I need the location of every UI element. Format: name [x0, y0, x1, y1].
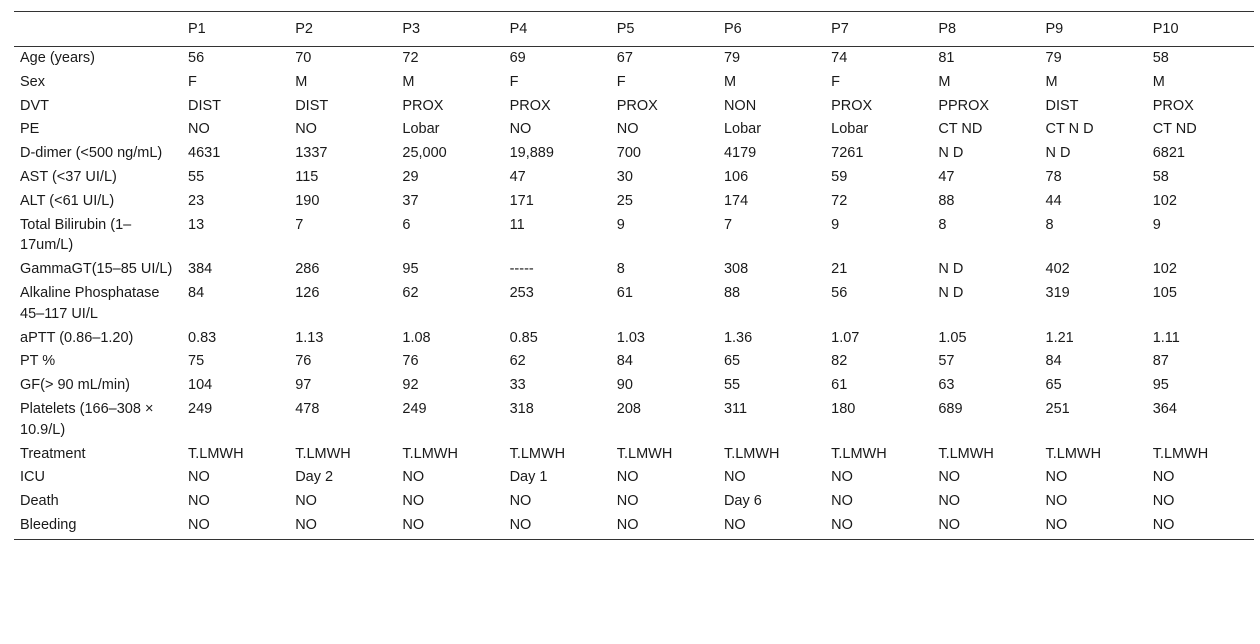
table-cell-p9: CT N D	[1045, 121, 1094, 138]
table-cell-p5: NO	[616, 493, 639, 510]
table-cell-p8: NO	[932, 512, 1039, 539]
table-cell-p2: T.LMWH	[295, 445, 351, 462]
table-cell-p2: 190	[295, 192, 320, 209]
table-cell-p8: 81	[938, 50, 955, 66]
table-cell-p7: 61	[831, 377, 848, 394]
table-cell-p7: NO	[831, 469, 853, 486]
table-cell-p1: 13	[188, 216, 205, 233]
row-label: Alkaline Phosphatase 45–117 UI/L	[20, 284, 160, 322]
table-cell-p5: 208	[616, 400, 641, 417]
table-cell-p9: NO	[1045, 469, 1068, 486]
table-row	[14, 441, 1254, 465]
table-cell-p1: F	[188, 73, 197, 90]
table-cell-p5: 67	[616, 50, 633, 66]
patient-data-table	[14, 11, 1254, 540]
table-cell-p10: 95	[1152, 377, 1169, 394]
table-cell-p1: 4631	[188, 145, 221, 162]
table-row	[14, 488, 1254, 512]
table-cell-p2: NO	[289, 512, 396, 539]
table-cell-p6: NON	[723, 97, 757, 114]
table-cell-p1: 55	[188, 168, 205, 185]
table-cell-p3: 72	[402, 50, 419, 66]
table-cell-p2: 115	[295, 168, 319, 185]
table-cell-p1: 249	[188, 400, 213, 417]
table-container	[14, 11, 1254, 540]
table-cell-p8: N D	[938, 145, 964, 162]
table-cell-p7: F	[831, 73, 840, 90]
table-cell-p8: N D	[938, 284, 964, 301]
table-cell-p7: 72	[831, 192, 848, 209]
table-cell-p2: 97	[295, 377, 312, 394]
table-cell-p8: N D	[938, 261, 964, 278]
table-row	[14, 348, 1254, 372]
table-cell-p9: T.LMWH	[1045, 445, 1102, 462]
table-cell-p1: NO	[188, 121, 210, 138]
table-cell-p1: 56	[188, 50, 205, 66]
table-cell-p4: F	[509, 73, 519, 90]
column-header-p7: P7	[825, 12, 932, 47]
table-cell-p6: 1.36	[723, 329, 753, 346]
table-cell-p5: F	[616, 73, 626, 90]
table-cell-p8: 1.05	[938, 329, 967, 346]
row-label: GammaGT(15–85 UI/L)	[20, 261, 173, 278]
table-cell-p8: CT ND	[938, 121, 983, 138]
table-cell-p10: NO	[1147, 512, 1254, 539]
table-row	[14, 93, 1254, 117]
table-cell-p3: 249	[402, 400, 427, 417]
table-cell-p5: NO	[611, 512, 718, 539]
column-header-p2: P2	[289, 12, 396, 47]
row-label: GF(> 90 mL/min)	[20, 377, 130, 394]
table-row	[14, 372, 1254, 396]
table-cell-p1: DIST	[188, 97, 222, 114]
table-cell-p1: T.LMWH	[188, 445, 244, 462]
table-row	[14, 164, 1254, 188]
table-cell-p6: NO	[723, 469, 746, 486]
column-header-p10: P10	[1147, 12, 1254, 47]
table-cell-p7: NO	[831, 493, 853, 510]
table-cell-p3: PROX	[402, 97, 444, 114]
table-cell-p6: 106	[723, 168, 749, 185]
table-cell-p10: 6821	[1152, 145, 1185, 162]
table-cell-p7: 180	[831, 400, 856, 417]
table-cell-p9: 251	[1045, 400, 1070, 417]
table-cell-p6: 7	[723, 216, 733, 233]
table-cell-p8: 8	[938, 216, 947, 233]
row-label: Total Bilirubin (1–17um/L)	[20, 216, 132, 254]
table-cell-p5: 61	[616, 284, 633, 301]
table-cell-p10: CT ND	[1152, 121, 1197, 138]
table-cell-p2: 7	[295, 216, 304, 233]
table-cell-p7: T.LMWH	[831, 445, 887, 462]
table-cell-p9: NO	[1045, 493, 1068, 510]
table-cell-p7: 56	[831, 284, 848, 301]
table-cell-p4: 0.85	[509, 329, 538, 346]
table-cell-p9: 319	[1045, 284, 1070, 301]
table-cell-p3: 6	[402, 216, 411, 233]
table-cell-p3: NO	[396, 512, 503, 539]
table-cell-p4: 19,889	[509, 145, 554, 162]
table-cell-p2: NO	[295, 121, 317, 138]
column-header-p6: P6	[718, 12, 825, 47]
table-cell-p6: Lobar	[723, 121, 762, 138]
table-cell-p6: 174	[723, 192, 749, 209]
table-cell-p8: 88	[938, 192, 955, 209]
table-cell-p9: N D	[1045, 145, 1071, 162]
row-label: Treatment	[20, 445, 86, 462]
table-cell-p5: 9	[616, 216, 625, 233]
table-cell-p2: 1337	[295, 145, 328, 162]
table-row	[14, 212, 1254, 257]
table-cell-p5: 25	[616, 192, 633, 209]
table-cell-p9: 79	[1045, 50, 1062, 66]
table-cell-p5: 1.03	[616, 329, 645, 346]
row-label: aPTT (0.86–1.20)	[20, 329, 134, 346]
table-cell-p3: NO	[402, 469, 425, 486]
table-cell-p4: 11	[509, 216, 525, 233]
column-header-p4: P4	[504, 12, 611, 47]
table-cell-p7: Lobar	[831, 121, 869, 138]
table-cell-p4: 253	[509, 284, 534, 301]
table-cell-p2: Day 2	[295, 469, 334, 486]
column-header-p9: P9	[1040, 12, 1147, 47]
table-cell-p1: NO	[182, 512, 289, 539]
table-cell-p7: 74	[831, 50, 848, 66]
table-cell-p1: 23	[188, 192, 205, 209]
table-cell-p3: 25,000	[402, 145, 447, 162]
table-row	[14, 188, 1254, 212]
column-header-p3: P3	[396, 12, 503, 47]
table-cell-p9: 402	[1045, 261, 1070, 278]
table-cell-p9: 1.21	[1045, 329, 1074, 346]
table-cell-p2: 76	[295, 353, 312, 370]
table-row	[14, 256, 1254, 280]
row-label: PE	[20, 121, 40, 138]
table-cell-p2: 286	[295, 261, 320, 278]
table-cell-p5: 84	[616, 353, 633, 370]
table-cell-p3: 92	[402, 377, 419, 394]
table-cell-p4: PROX	[509, 97, 551, 114]
table-cell-p1: 104	[188, 377, 213, 394]
table-cell-p10: NO	[1152, 493, 1175, 510]
table-cell-p2: M	[295, 73, 308, 90]
table-cell-p10: 102	[1152, 192, 1177, 209]
table-row	[14, 464, 1254, 488]
row-label: DVT	[20, 97, 49, 114]
table-cell-p8: 689	[938, 400, 963, 417]
table-cell-p10: PROX	[1152, 97, 1194, 114]
table-header-row	[14, 12, 1254, 47]
table-cell-p5: 30	[616, 168, 633, 185]
table-cell-p2: 478	[295, 400, 320, 417]
table-cell-p5: 90	[616, 377, 633, 394]
column-header-p8: P8	[932, 12, 1039, 47]
table-cell-p8: T.LMWH	[938, 445, 994, 462]
table-cell-p6: T.LMWH	[723, 445, 780, 462]
row-label: Sex	[20, 73, 45, 90]
table-cell-p9: 44	[1045, 192, 1062, 209]
table-cell-p5: NO	[616, 469, 639, 486]
table-cell-p8: NO	[938, 469, 961, 486]
table-cell-p1: 84	[188, 284, 205, 301]
row-label: D-dimer (<500 ng/mL)	[20, 145, 163, 162]
table-cell-p6: 79	[723, 50, 741, 66]
table-cell-p2: NO	[295, 493, 317, 510]
table-cell-p2: 1.13	[295, 329, 324, 346]
table-cell-p3: Lobar	[402, 121, 440, 138]
table-cell-p8: 63	[938, 377, 955, 394]
table-cell-p9: 78	[1045, 168, 1062, 185]
table-cell-p7: 21	[831, 261, 848, 278]
table-cell-p8: PPROX	[938, 97, 990, 114]
table-cell-p9: M	[1045, 73, 1058, 90]
table-cell-p7: PROX	[831, 97, 873, 114]
table-cell-p4: 62	[509, 353, 526, 370]
table-cell-p10: 9	[1152, 216, 1161, 233]
table-cell-p6: 88	[723, 284, 741, 301]
row-label: AST (<37 UI/L)	[20, 168, 117, 185]
table-cell-p6: M	[723, 73, 737, 90]
table-row	[14, 116, 1254, 140]
table-cell-p10: 87	[1152, 353, 1169, 370]
table-cell-p9: DIST	[1045, 97, 1079, 114]
table-cell-p4: 47	[509, 168, 526, 185]
table-cell-p3: T.LMWH	[402, 445, 458, 462]
table-cell-p4: Day 1	[509, 469, 548, 486]
table-row	[14, 69, 1254, 93]
table-cell-p2: 126	[295, 284, 320, 301]
table-cell-p5: 8	[616, 261, 625, 278]
table-cell-p5: NO	[616, 121, 639, 138]
table-cell-p1: 75	[188, 353, 205, 370]
table-body	[14, 47, 1254, 540]
table-cell-p4: NO	[509, 493, 532, 510]
row-label: Death	[20, 493, 59, 510]
table-cell-p3: 62	[402, 284, 419, 301]
table-cell-p10: M	[1152, 73, 1165, 90]
table-cell-p4: NO	[509, 121, 532, 138]
table-cell-p7: 82	[831, 353, 848, 370]
row-label: ALT (<61 UI/L)	[20, 192, 115, 209]
table-cell-p7: 9	[831, 216, 840, 233]
table-cell-p10: 58	[1152, 50, 1169, 66]
table-cell-p10: 364	[1152, 400, 1177, 417]
table-cell-p5: PROX	[616, 97, 658, 114]
table-cell-p5: 700	[616, 145, 641, 162]
table-cell-p3: 1.08	[402, 329, 431, 346]
table-cell-p8: 57	[938, 353, 955, 370]
table-cell-p3: 37	[402, 192, 419, 209]
table-cell-p1: NO	[188, 493, 210, 510]
table-cell-p3: 76	[402, 353, 419, 370]
table-cell-p4: NO	[504, 512, 611, 539]
table-cell-p3: 29	[402, 168, 419, 185]
table-cell-p7: 59	[831, 168, 848, 185]
table-cell-p4: 33	[509, 377, 526, 394]
table-cell-p4: 318	[509, 400, 534, 417]
table-cell-p10: 105	[1152, 284, 1177, 301]
table-cell-p10: 102	[1152, 261, 1177, 278]
table-cell-p4: -----	[509, 261, 534, 278]
table-cell-p7: NO	[825, 512, 932, 539]
table-cell-p10: 1.11	[1152, 329, 1180, 346]
table-cell-p7: 7261	[831, 145, 864, 162]
column-header-p1: P1	[182, 12, 289, 47]
table-cell-p1: 384	[188, 261, 213, 278]
table-cell-p5: T.LMWH	[616, 445, 673, 462]
table-cell-p4: 69	[509, 50, 526, 66]
row-label: Bleeding	[14, 512, 182, 539]
table-cell-p3: NO	[402, 493, 425, 510]
row-label: Age (years)	[20, 50, 95, 66]
table-cell-p8: NO	[938, 493, 961, 510]
table-cell-p9: 8	[1045, 216, 1054, 233]
row-label: Platelets (166–308 × 10.9/L)	[20, 400, 154, 438]
table-cell-p6: 55	[723, 377, 741, 394]
table-cell-p8: M	[938, 73, 951, 90]
table-row	[14, 280, 1254, 325]
table-cell-p2: 70	[295, 50, 312, 66]
table-cell-p9: NO	[1040, 512, 1147, 539]
table-cell-p6: 311	[723, 400, 748, 417]
table-cell-p6: 4179	[723, 145, 757, 162]
table-cell-p9: 84	[1045, 353, 1062, 370]
table-cell-p1: 0.83	[188, 329, 217, 346]
table-cell-p3: 95	[402, 261, 419, 278]
table-cell-p6: 65	[723, 353, 741, 370]
table-row	[14, 512, 1254, 539]
table-cell-p4: T.LMWH	[509, 445, 566, 462]
table-row	[14, 325, 1254, 349]
table-cell-p1: NO	[188, 469, 210, 486]
table-cell-p6: NO	[718, 512, 825, 539]
row-label: ICU	[20, 469, 45, 486]
column-header-p5: P5	[611, 12, 718, 47]
table-cell-p10: T.LMWH	[1152, 445, 1209, 462]
table-row	[14, 47, 1254, 69]
table-cell-p7: 1.07	[831, 329, 860, 346]
column-header-corner	[14, 12, 182, 47]
table-row	[14, 140, 1254, 164]
table-cell-p2: DIST	[295, 97, 329, 114]
row-label: PT %	[20, 353, 56, 370]
table-cell-p10: NO	[1152, 469, 1175, 486]
table-cell-p3: M	[402, 73, 415, 90]
table-cell-p9: 65	[1045, 377, 1062, 394]
table-row	[14, 396, 1254, 441]
table-cell-p4: 171	[509, 192, 534, 209]
table-cell-p6: 308	[723, 261, 749, 278]
table-cell-p10: 58	[1152, 168, 1169, 185]
table-cell-p6: Day 6	[723, 493, 762, 510]
table-cell-p8: 47	[938, 168, 955, 185]
